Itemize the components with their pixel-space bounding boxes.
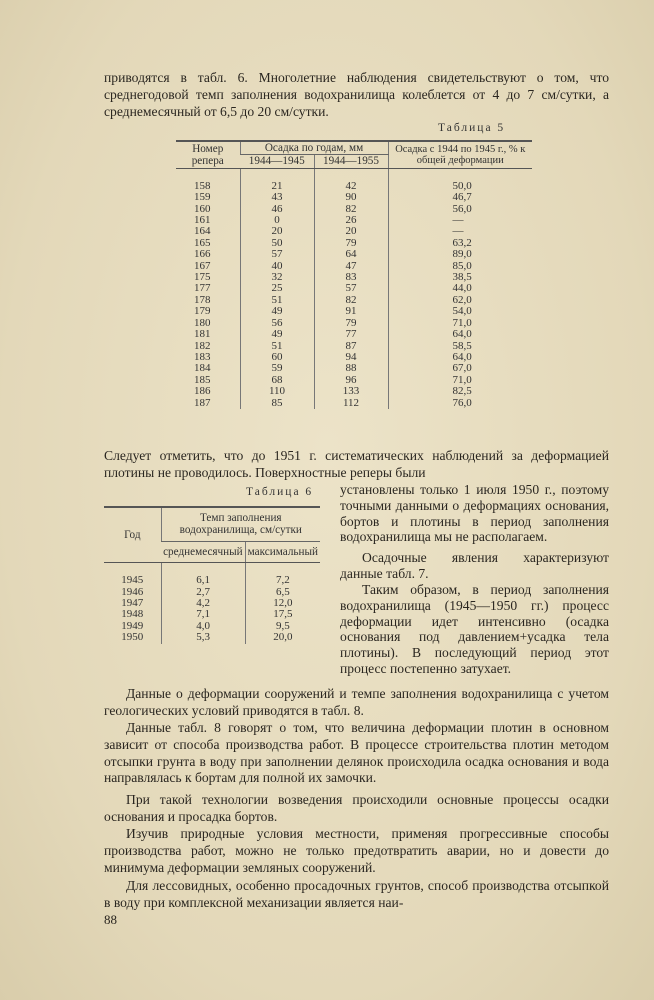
table6-body	[104, 563, 320, 644]
table6-cell: 1947	[121, 597, 144, 610]
table5-cell: 79	[314, 318, 388, 329]
table5-cell: 64,0	[388, 329, 532, 340]
table5-cell: 64	[314, 249, 388, 260]
table5-cell: 46,7	[388, 192, 532, 203]
table5-cell: 47	[314, 261, 388, 272]
table6-cell: 2,7	[161, 587, 245, 598]
paragraph-conclusion: Таким образом, в период заполнения водохранилища (1945—1950 гг.) процесс деформации идет интенсивно (осадка основания под давлением+усадка тела плотины). В последующий период этот процесс постепенно затухает.	[340, 582, 609, 676]
table5-cell: 44,0	[388, 283, 532, 294]
table5-cell: 77	[314, 329, 388, 340]
table6-cell: 7,2	[245, 563, 320, 587]
table5-cell: 178	[194, 293, 211, 306]
table5-cell: 167	[194, 259, 211, 272]
table6-cell: 1948	[121, 608, 144, 621]
paragraph-natural-conditions: Изучив природные условия местности, применяя прогрессивные способы производства работ, можно не только предотвратить аварии, но и довести до минимума деформации земляных сооружений.	[104, 826, 609, 875]
table5-cell: 85	[240, 398, 314, 409]
table6-cell: 6,1	[161, 563, 245, 587]
table6-row	[104, 563, 320, 587]
table5-header-percent: Осадка с 1944 по 1945 г., % к общей деформации	[388, 141, 532, 168]
paragraph-intro: приводятся в табл. 6. Многолетние наблюдения свидетельствуют о том, что среднегодовой темп заполнения водохранилища колеблется от 4 до 7 см/сутки, а среднемесячный от 6,5 до 20 см/сутки.	[104, 70, 609, 119]
paragraph-table8-analysis: Данные табл. 8 говорят о том, что величина деформации плотин в основном зависит от способа производства работ. В процессе строительства плотин методом отсыпки грунта в воду при заполнении делянок происходила осадка основания и вода направлялась к бортам для полной их замочки.	[104, 720, 609, 786]
table5-cell: 25	[240, 283, 314, 294]
table5-row	[176, 398, 532, 409]
table5-cell: 57	[314, 283, 388, 294]
table5-cell: 58,5	[388, 341, 532, 352]
table5-cell: 82,5	[388, 386, 532, 397]
table6	[104, 506, 320, 644]
table6-row	[104, 632, 320, 643]
table5-cell: 164	[194, 225, 211, 238]
table6-header-year: Год	[104, 507, 161, 563]
table5-cell: 89,0	[388, 249, 532, 260]
table5-cell: 67,0	[388, 363, 532, 374]
table5-cell: 161	[194, 214, 211, 227]
table5	[176, 140, 532, 409]
table5-header-benchmark: Номер репера	[176, 141, 240, 168]
table5-cell: 51	[240, 295, 314, 306]
table6-cell: 17,5	[245, 609, 320, 620]
table5-cell: 184	[194, 362, 211, 375]
table5-cell: 46	[240, 204, 314, 215]
table5-cell: 54,0	[388, 306, 532, 317]
table5-cell: 56,0	[388, 204, 532, 215]
table5-cell: 20	[314, 226, 388, 237]
page-number: 88	[104, 912, 117, 927]
table5-cell: —	[388, 226, 532, 237]
table5-cell: 90	[314, 192, 388, 203]
table5-row	[176, 192, 532, 203]
table5-cell: 32	[240, 272, 314, 283]
table5-cell: 96	[314, 375, 388, 386]
paragraph-observations: Следует отметить, что до 1951 г. систематических наблюдений за деформацией плотины не проводилось. Поверхностные реперы были	[104, 448, 609, 480]
table5-row	[176, 249, 532, 260]
table5-cell: 42	[314, 168, 388, 192]
table5-cell: 38,5	[388, 272, 532, 283]
table5-cell: 51	[240, 341, 314, 352]
table5-header-1944-1955: 1944—1955	[314, 155, 388, 168]
table5-cell: 49	[240, 329, 314, 340]
table5-cell: 79	[314, 238, 388, 249]
table5-cell: 177	[194, 282, 211, 295]
table5-cell: 64,0	[388, 352, 532, 363]
table5-cell: 82	[314, 295, 388, 306]
paragraph-table8-intro: Данные о деформации сооружений и темпе заполнения водохранилища с учетом геологических условий приводятся в табл. 8.	[104, 686, 609, 718]
table5-cell: 94	[314, 352, 388, 363]
table5-cell: 158	[194, 179, 211, 192]
table5-cell: 180	[194, 316, 211, 329]
table5-cell: 40	[240, 261, 314, 272]
table6-cell: 5,3	[161, 632, 245, 643]
table5-cell: 83	[314, 272, 388, 283]
table5-cell: 91	[314, 306, 388, 317]
table6-header-monthly: среднемесячный	[161, 541, 245, 562]
table5-cell: 185	[194, 373, 211, 386]
table5-cell: 26	[314, 215, 388, 226]
table5-cell: 60	[240, 352, 314, 363]
table5-cell: 165	[194, 236, 211, 249]
table6-cell: 6,5	[245, 587, 320, 598]
table5-row	[176, 363, 532, 374]
table6-header-max: максимальный	[245, 541, 320, 562]
table6-cell: 9,5	[245, 621, 320, 632]
table5-cell: —	[388, 215, 532, 226]
paragraph-settlement: Осадочные явления характеризуют данные табл. 7.	[340, 550, 609, 581]
table6-cell: 4,2	[161, 598, 245, 609]
table6-cell: 7,1	[161, 609, 245, 620]
table5-cell: 160	[194, 202, 211, 215]
table5-caption: Таблица 5	[438, 122, 506, 134]
paragraph-loess: Для лессовидных, особенно просадочных грунтов, способ производства отсыпкой в воду при комплексной механизации является наи-	[104, 878, 609, 910]
table5-header-settlement: Осадка по годам, мм	[240, 141, 388, 155]
table5-cell: 181	[194, 328, 211, 341]
table5-cell: 62,0	[388, 295, 532, 306]
paragraph-technology: При такой технологии возведения происходили основные процессы осадки основания и просадка бортов.	[104, 792, 609, 824]
table5-cell: 82	[314, 204, 388, 215]
table5-cell: 56	[240, 318, 314, 329]
table5-cell: 88	[314, 363, 388, 374]
table5-row	[176, 306, 532, 317]
table5-cell: 133	[314, 386, 388, 397]
table5-cell: 186	[194, 385, 211, 398]
table6-cell: 1945	[121, 574, 144, 587]
table5-header-1944-1945: 1944—1945	[240, 155, 314, 168]
table5-cell: 59	[240, 363, 314, 374]
table5-cell: 71,0	[388, 375, 532, 386]
paragraph-benchmarks: установлены только 1 июля 1950 г., поэтому точными данными о деформациях основания, бортов и плотины в период заполнения водохранилища мы не располагаем.	[340, 482, 609, 545]
table6-cell: 1946	[121, 585, 144, 598]
table5-cell: 87	[314, 341, 388, 352]
table6-caption: Таблица 6	[246, 486, 314, 498]
table5-cell: 179	[194, 305, 211, 318]
table5-cell: 49	[240, 306, 314, 317]
table5-cell: 76,0	[388, 398, 532, 409]
table5-cell: 182	[194, 339, 211, 352]
table5-cell: 175	[194, 271, 211, 284]
table5-cell: 50	[240, 238, 314, 249]
table6-cell: 1950	[121, 631, 144, 644]
table6-cell: 20,0	[245, 632, 320, 643]
table6-cell: 1949	[121, 619, 144, 632]
table5-row	[176, 168, 532, 192]
table5-row	[176, 329, 532, 340]
table5-cell: 187	[194, 396, 211, 409]
table5-cell: 85,0	[388, 261, 532, 272]
table5-cell: 20	[240, 226, 314, 237]
table5-cell: 112	[314, 398, 388, 409]
table5-cell: 166	[194, 248, 211, 261]
table6-cell: 4,0	[161, 621, 245, 632]
table6-header-rate: Темп заполнения водохранилища, см/сутки	[161, 507, 320, 541]
table5-row	[176, 386, 532, 397]
table5-cell: 0	[240, 215, 314, 226]
table5-cell: 50,0	[388, 168, 532, 192]
table5-body	[176, 168, 532, 409]
table5-cell: 63,2	[388, 238, 532, 249]
table5-cell: 68	[240, 375, 314, 386]
table5-cell: 110	[240, 386, 314, 397]
table5-cell: 21	[240, 168, 314, 192]
table6-cell: 12,0	[245, 598, 320, 609]
table5-cell: 183	[194, 350, 211, 363]
table5-cell: 71,0	[388, 318, 532, 329]
table5-cell: 159	[194, 191, 211, 204]
table5-cell: 57	[240, 249, 314, 260]
table5-cell: 43	[240, 192, 314, 203]
